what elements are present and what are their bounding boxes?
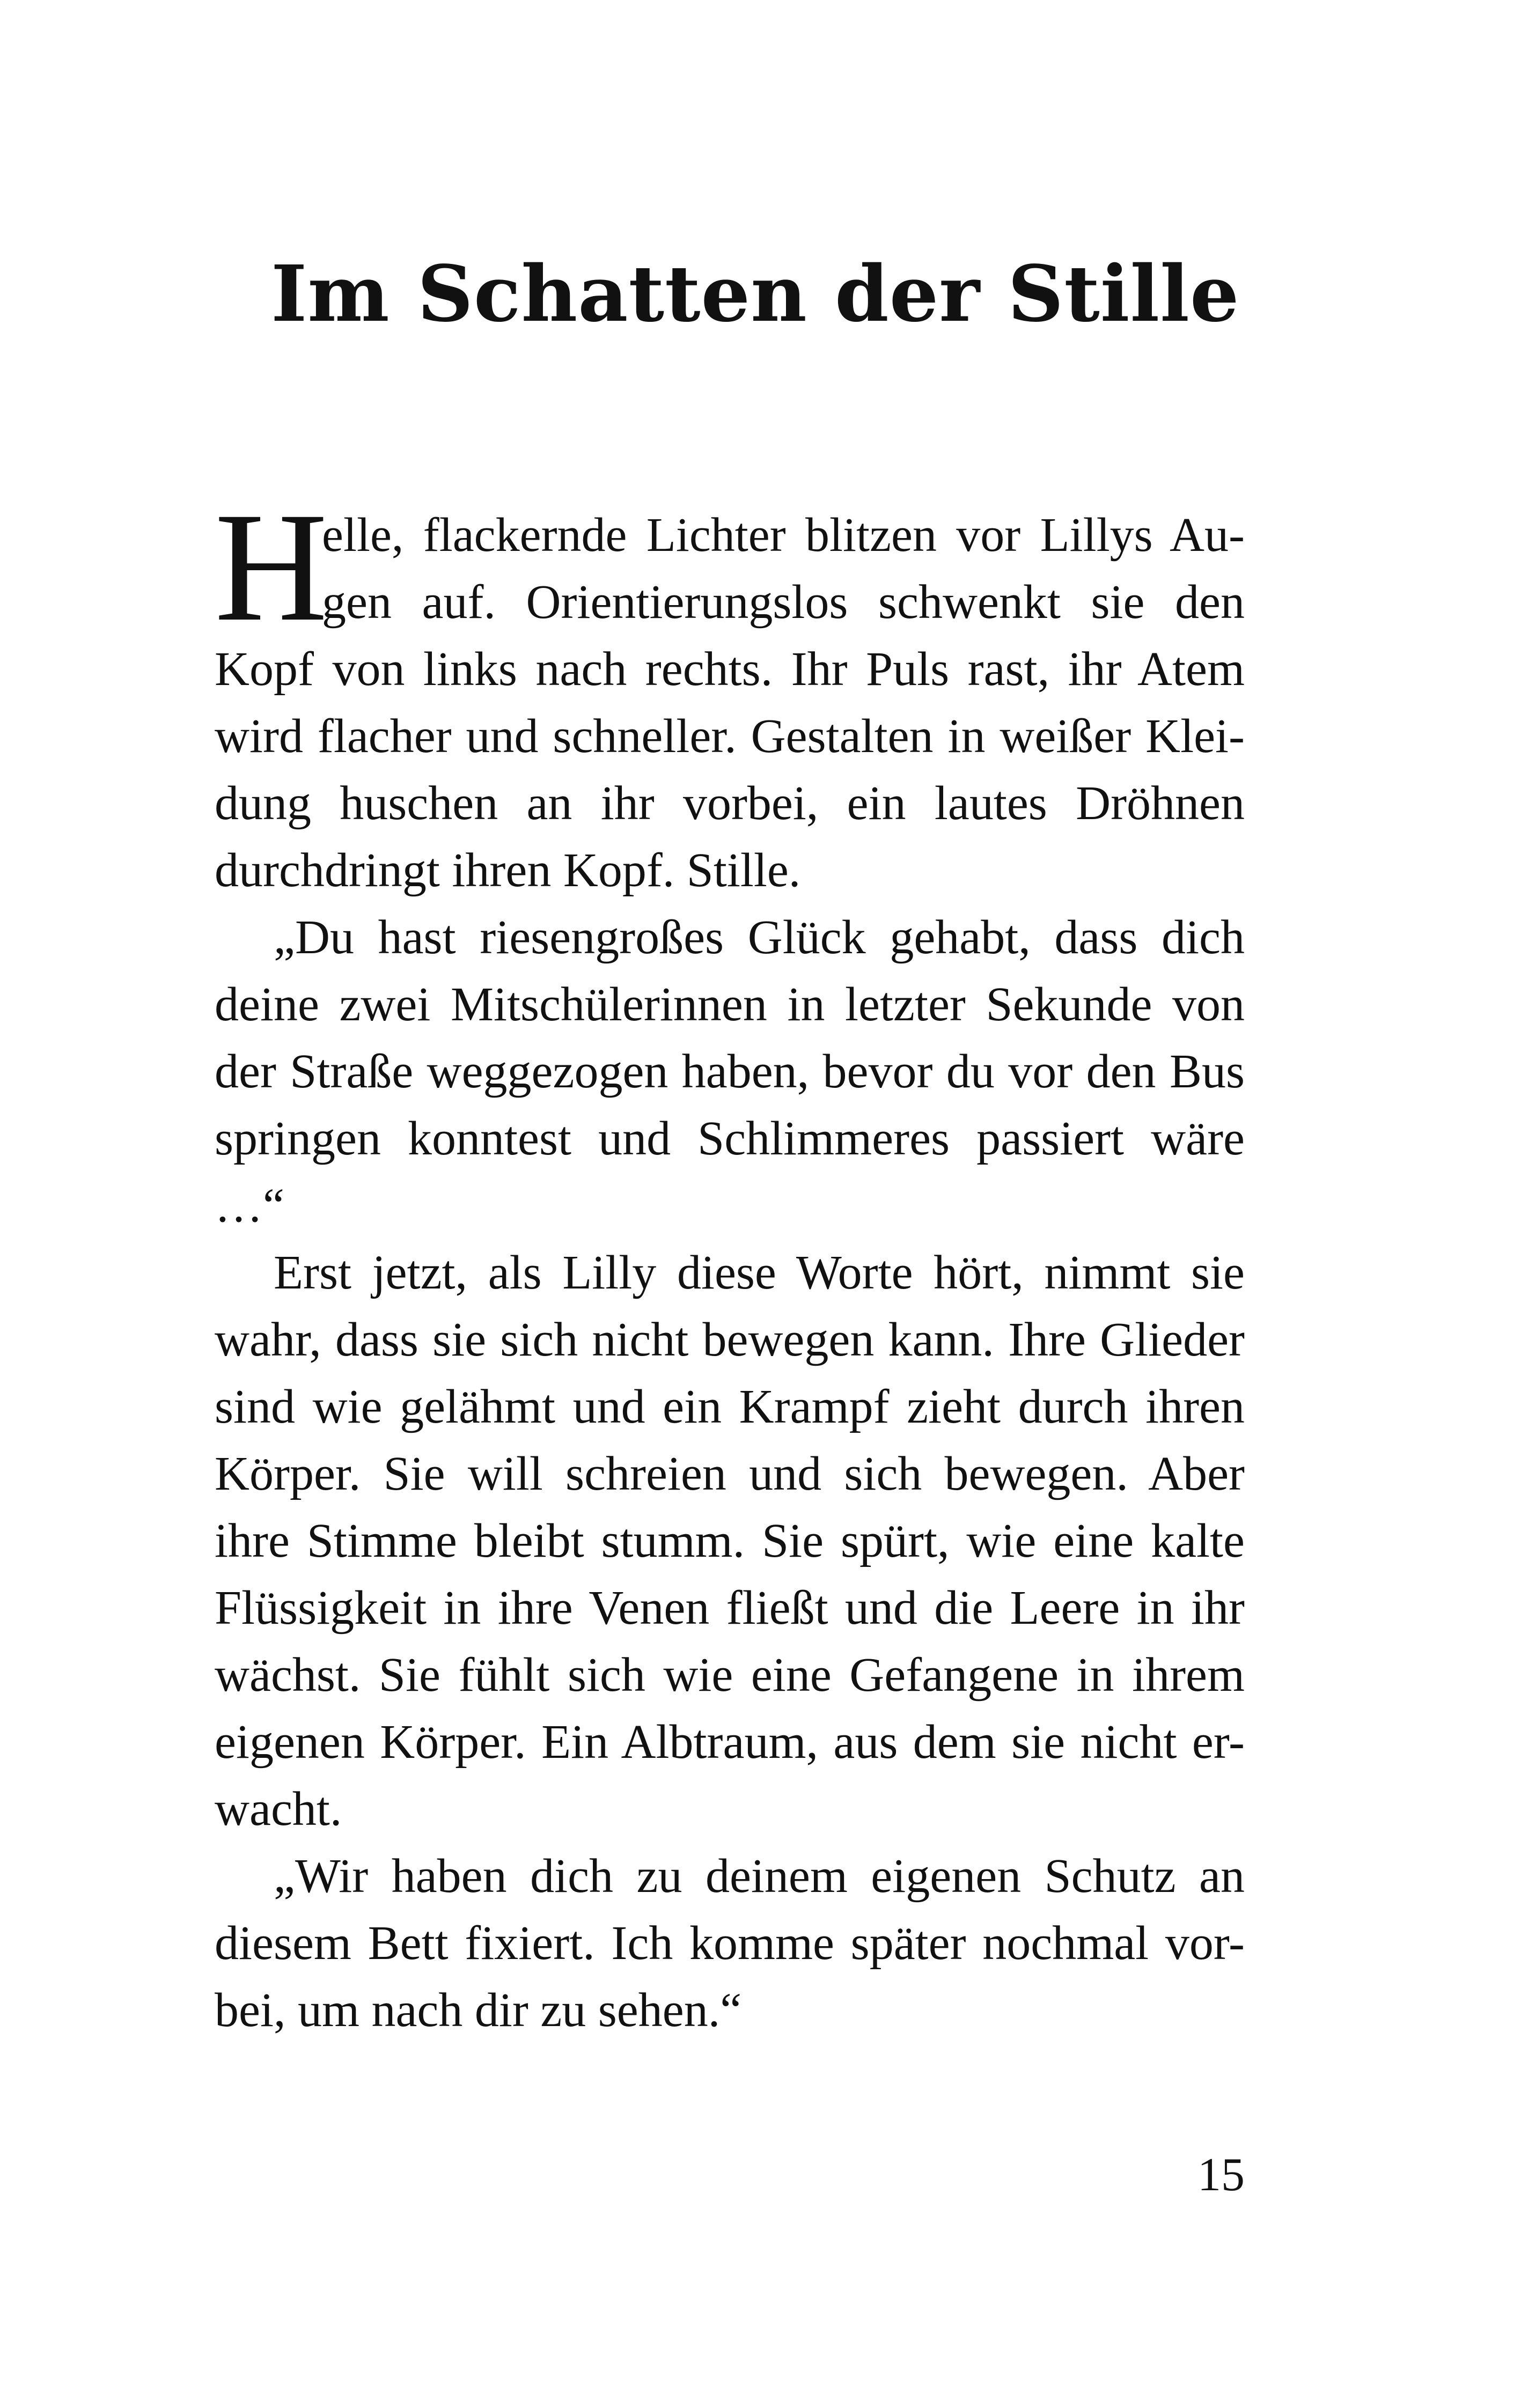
text-line: Körper. Sie will schreien und sich bewegen. Aber xyxy=(215,1447,1245,1500)
text-line: ihre Stimme bleibt stumm. Sie spürt, wie eine kalte xyxy=(215,1514,1245,1567)
text-line: durchdringt ihren Kopf. Stille. xyxy=(215,844,801,897)
text-line: wahr, dass sie sich nicht bewegen kann. Ihre Glieder xyxy=(215,1313,1245,1366)
text-line: …“ xyxy=(215,1179,284,1232)
text-line: gen auf. Orientierungslos schwenkt sie den xyxy=(322,576,1245,629)
text-line: Kopf von links nach rechts. Ihr Puls rast, ihr Atem xyxy=(215,643,1245,696)
chapter-title: Im Schatten der Stille xyxy=(271,248,1240,339)
text-line: wird flacher und schneller. Gestalten in weißer Klei- xyxy=(215,710,1245,763)
text-line: bei, um nach dir zu sehen.“ xyxy=(215,1984,742,2037)
text-line: „Du hast riesengroßes Glück gehabt, dass dich xyxy=(274,911,1245,964)
text-line: deine zwei Mitschülerinnen in letzter Sekunde von xyxy=(215,978,1245,1031)
text-line: elle, flackernde Lichter blitzen vor Lillys Au- xyxy=(322,509,1245,562)
text-line: der Straße weggezogen haben, bevor du vor den Bus xyxy=(215,1045,1245,1098)
text-line: Erst jetzt, als Lilly diese Worte hört, nimmt sie xyxy=(274,1246,1245,1299)
text-line: wächst. Sie fühlt sich wie eine Gefangene in ihrem xyxy=(215,1648,1245,1702)
text-line: Flüssigkeit in ihre Venen fließt und die Leere in ihr xyxy=(215,1581,1245,1634)
text-line: wacht. xyxy=(215,1783,342,1836)
text-line: eigenen Körper. Ein Albtraum, aus dem sie nicht er- xyxy=(215,1715,1245,1769)
text-line: „Wir haben dich zu deinem eigenen Schutz an xyxy=(274,1850,1245,1903)
page-number: 15 xyxy=(1197,2149,1245,2201)
text-line: springen konntest und Schlimmeres passiert wäre xyxy=(215,1112,1245,1165)
chapter-body-text xyxy=(215,481,1245,2044)
text-line: dung huschen an ihr vorbei, ein lautes Dröhnen xyxy=(215,777,1245,830)
text-line: sind wie gelähmt und ein Krampf zieht durch ihren xyxy=(215,1380,1245,1433)
text-line: diesem Bett fixiert. Ich komme später nochmal vor- xyxy=(215,1917,1245,1970)
drop-cap: H xyxy=(215,481,328,654)
